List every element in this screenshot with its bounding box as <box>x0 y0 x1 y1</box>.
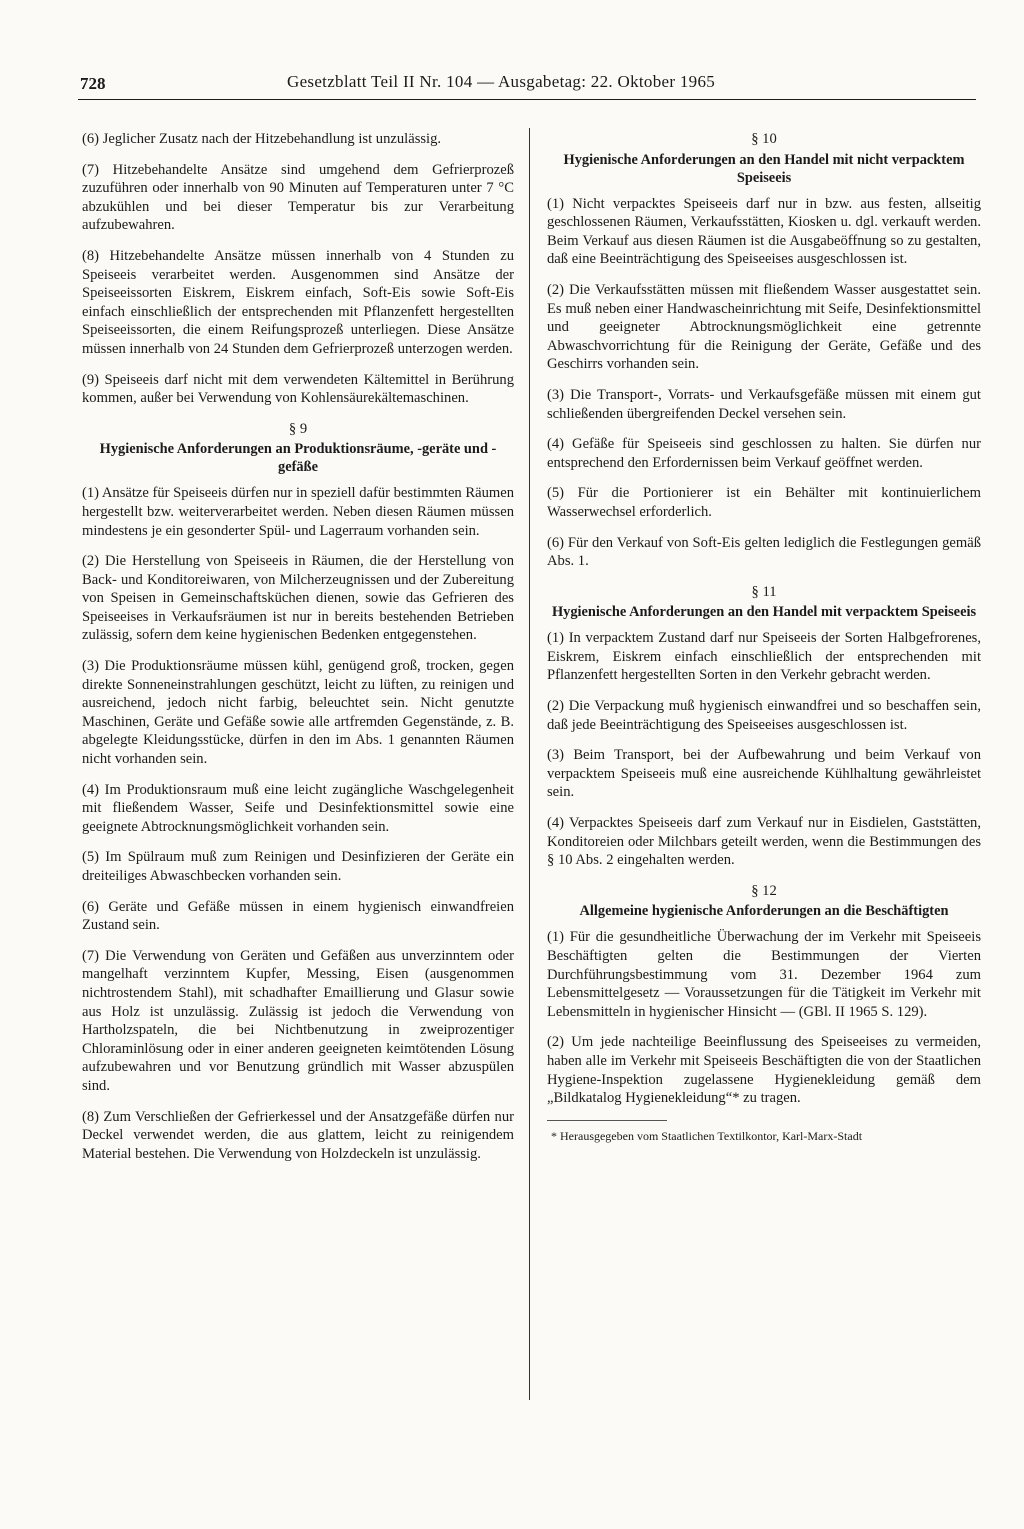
paragraph: (2) Um jede nachteilige Beeinflussung des Speiseeises zu vermeiden, haben alle im Verkehr mit Speiseeis Beschäftigten die von der Staatlichen Hygiene-Inspektion zugelassene Hygienekleidung gemäß dem „Bildkatalog Hygienekleidung“* zu tragen. <box>547 1034 981 1107</box>
paragraph: (6) Jeglicher Zusatz nach der Hitzebehandlung ist unzulässig. <box>82 131 442 147</box>
paragraph: (3) Beim Transport, bei der Aufbewahrung und beim Verkauf von verpacktem Speiseeis muß eine ausreichende Kühlhaltung gewährleistet sein. <box>547 747 981 801</box>
section-title: Hygienische Anforderungen an den Handel mit verpacktem Speiseeis <box>551 604 977 621</box>
footnote: * Herausgegeben vom Staatlichen Textilkontor, Karl-Marx-Stadt <box>551 1128 863 1143</box>
paragraph: (1) In verpacktem Zustand darf nur Speiseeis der Sorten Halbgefrorenes, Eiskrem, Eiskrem einfach einschließlich der entsprechenden mit Pflanzenfett hergestellten Sorten in den Verkehr gebracht werden. <box>547 630 981 684</box>
paragraph: (8) Hitzebehandelte Ansätze müssen innerhalb von 4 Stunden zu Speiseeis verarbeitet werden. Ausgenommen sind Ansätze der Speiseeissorten Eiskrem, Eiskrem einfach, Soft-Eis sowie Soft-Eis einfach einschließlich der entsprechenden mit Pflanzenfett hergestellten Speiseeissorten, die einem Reifungsprozeß unterliegen. Diese Ansätze müssen innerhalb von 24 Stunden dem Gefrierprozeß unterzogen werden. <box>82 247 514 357</box>
paragraph: (3) Die Transport-, Vorrats- und Verkaufsgefäße müssen mit einem gut schließenden übergreifenden Deckel versehen sein. <box>547 386 981 422</box>
header-rule <box>78 99 976 100</box>
paragraph: (7) Hitzebehandelte Ansätze sind umgehend dem Gefrierprozeß zuzuführen oder innerhalb von 90 Minuten auf Temperaturen unter 7 °C abzukühlen und bei dieser Temperatur bis zur Verarbeitung aufzubewahren. <box>82 161 514 234</box>
section-number: § 10 <box>751 131 777 147</box>
left-column <box>82 130 514 1175</box>
footnote-rule <box>547 1120 667 1121</box>
section-number: § 9 <box>288 420 308 437</box>
paragraph: (5) Im Spülraum muß zum Reinigen und Desinfizieren der Geräte ein dreiteiliges Abwaschbecken vorhanden sein. <box>82 849 514 884</box>
paragraph: (6) Für den Verkauf von Soft-Eis gelten lediglich die Festlegungen gemäß Abs. 1. <box>547 534 981 570</box>
paragraph: (4) Gefäße für Speiseeis sind geschlossen zu halten. Sie dürfen nur entsprechend den Erfordernissen beim Verkauf geöffnet werden. <box>547 436 981 471</box>
paragraph: (4) Verpacktes Speiseeis darf zum Verkauf nur in Eisdielen, Gaststätten, Konditoreien oder Milchbars geteilt werden, wenn die Bestimmungen des § 10 Abs. 2 eingehalten werden. <box>547 815 981 869</box>
running-head: Gesetzblatt Teil II Nr. 104 — Ausgabetag: 22. Oktober 1965 <box>287 72 716 91</box>
section-title: Allgemeine hygienische Anforderungen an die Beschäftigten <box>579 903 949 920</box>
paragraph: (1) Ansätze für Speiseeis dürfen nur in speziell dafür bestimmten Räumen hergestellt bzw. weiterverarbeitet werden. Neben diesen Räumen müssen mindestens je ein gesonderter Spül- und Lagerraum vorhanden sein. <box>82 485 515 539</box>
paragraph: (9) Speiseeis darf nicht mit dem verwendeten Kältemittel in Berührung kommen, außer bei Verwendung von Kohlensäurekältemaschinen. <box>82 371 514 407</box>
paragraph: (4) Im Produktionsraum muß eine leicht zugängliche Waschgelegenheit mit fließendem Wasser, Seife und Desinfektionsmittel sowie eine geeignete Abtrocknungsmöglichkeit vorhanden sein. <box>82 781 514 835</box>
page-number: 728 <box>80 74 106 93</box>
paragraph: (7) Die Verwendung von Geräten und Gefäßen aus unverzinntem oder mangelhaft verzinntem Kupfer, Messing, Eisen (ausgenommen nichtrostendem Stahl), mit schadhafter Emaillierung und Glasur sowie aus Holz ist unzulässig. Zulässig ist jedoch die Verwendung von Hartholzspateln, die bei Nichtbenutzung in zweiprozentiger Chloraminlösung oder in einer anderen geeigneten keimtötenden Lösung aufzubewahren und vor Benutzung gründlich mit Wasser abzuspülen sind. <box>82 947 514 1094</box>
paragraph: (2) Die Herstellung von Speiseeis in Räumen, die der Herstellung von Back- und Konditoreiwaren, von Milcherzeugnissen und der Zubereitung von Speisen in Gemeinschaftsküchen dienen, sowie das Gefrieren des Speiseeises in Verkaufsräumen ist nur in bereits bestehenden Betrieben zulässig, sofern dem keine hygienischen Bedenken entgegenstehen. <box>82 553 514 644</box>
paragraph: (3) Die Produktionsräume müssen kühl, genügend groß, trocken, gegen direkte Sonneneinstrahlungen geschützt, leicht zu lüften, zu reinigen und ausreichend, jedoch nicht farbig, beleuchtet sein. Nicht genutzte Maschinen, Geräte und Gefäße sowie alle artfremden Gegenstände, z. B. abgelegte Kleidungsstücke, dürfen in den im Abs. 1 genannten Räumen nicht vorhanden sein. <box>82 658 514 768</box>
column-divider <box>529 128 530 1400</box>
paragraph: (6) Geräte und Gefäße müssen in einem hygienisch einwandfreien Zustand sein. <box>82 898 514 934</box>
section-number: § 12 <box>751 882 777 899</box>
paragraph: (8) Zum Verschließen der Gefrierkessel und der Ansatzgefäße dürfen nur Deckel verwendet werden, die aus glattem, leicht zu reinigendem Material bestehen. Die Verwendung von Holzdeckeln ist unzulässig. <box>82 1108 514 1162</box>
paragraph: (2) Die Verpackung muß hygienisch einwandfrei und so beschaffen sein, daß jede Beeinträchtigung des Speiseeises ausgeschlossen ist. <box>547 698 981 733</box>
paragraph: (1) Für die gesundheitliche Überwachung der im Verkehr mit Speiseeis Beschäftigten gelten die Bestimmungen der Vierten Durchführungsbestimmung vom 31. Dezember 1964 zum Lebensmittelgesetz — Voraussetzungen für die Tätigkeit im Verkehr mit Lebensmitteln in hygienischer Hinsicht — (GBl. II 1965 S. 129). <box>547 929 981 1020</box>
section-number: § 11 <box>751 583 777 600</box>
right-column <box>547 130 981 1144</box>
section-title: Hygienische Anforderungen an den Handel mit nicht verpacktem Speiseeis <box>563 151 965 186</box>
section-title: Hygienische Anforderungen an Produktionsräume, -geräte und -gefäße <box>99 441 497 476</box>
paragraph: (2) Die Verkaufsstätten müssen mit fließendem Wasser ausgestattet sein. Es muß neben einer Handwascheinrichtung mit Seife, Desinfektionsmittel und geeigneter Abtrocknungsmöglichkeit eine getrennte Abwaschvorrichtung für die Reinigung der Geräte, Gefäße und des Geschirrs vorhanden sein. <box>547 281 981 373</box>
paragraph: (5) Für die Portionierer ist ein Behälter mit kontinuierlichem Wasserwechsel erforderlich. <box>547 485 981 520</box>
paragraph: (1) Nicht verpacktes Speiseeis darf nur in bzw. aus festen, allseitig geschlossenen Räumen, Verkaufsstätten, Kiosken u. dgl. verkauft werden. Beim Verkauf aus diesen Räumen ist die Ausgabeöffnung so zu gestalten, daß eine Beeinträchtigung des Speiseeises ausgeschlossen ist. <box>547 195 981 268</box>
